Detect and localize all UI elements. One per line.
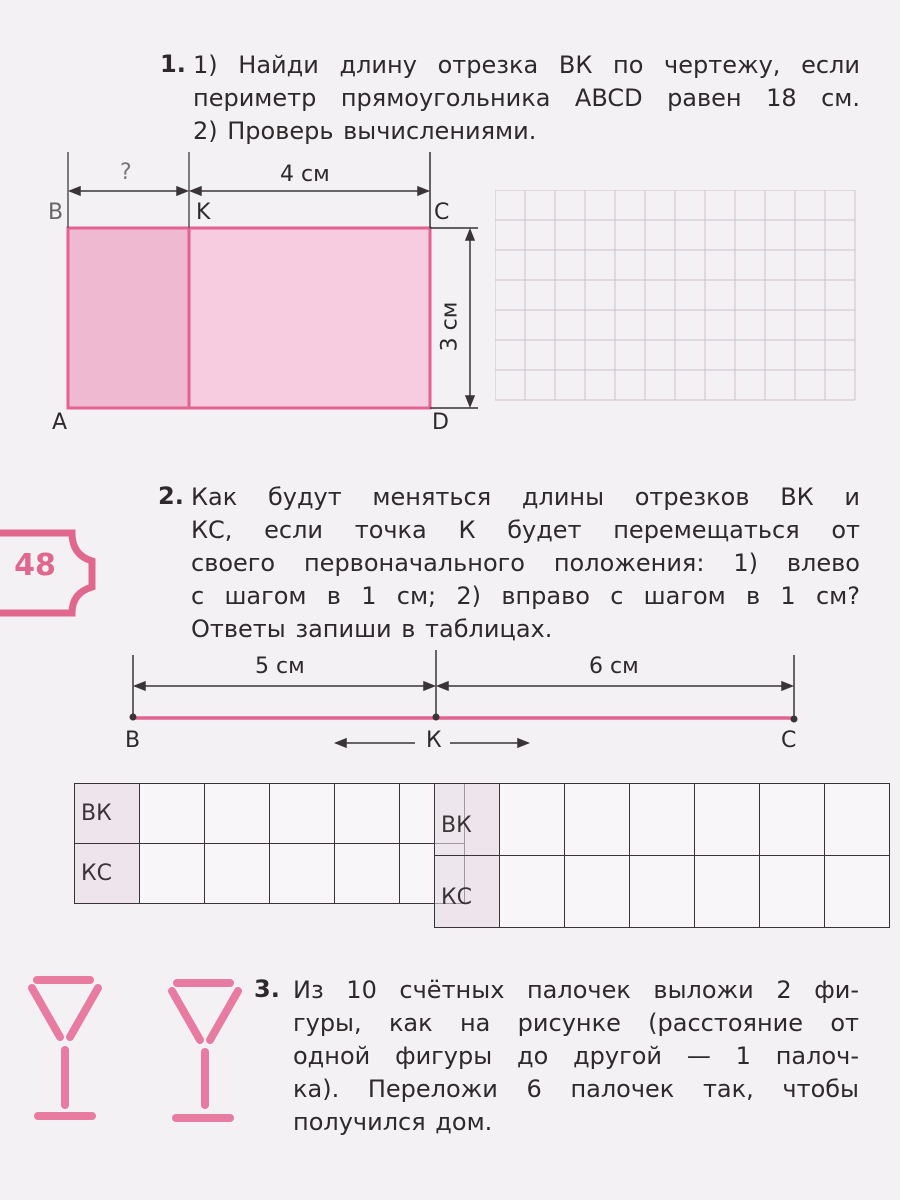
task-3-line-4: ка). Переложи 6 палочек так, чтобы <box>293 1075 859 1103</box>
segment-bc-figure <box>100 640 840 770</box>
point-c-label: C <box>434 200 450 225</box>
answer-cell[interactable] <box>825 856 890 928</box>
task-2-number: 2. <box>158 482 184 510</box>
kc-length-label: 4 см <box>280 162 330 187</box>
kc-segment-length-label: 6 см <box>589 654 639 679</box>
squared-grid[interactable] <box>495 190 880 410</box>
table-row-kc <box>75 844 465 904</box>
table-row-kc <box>435 856 890 928</box>
segment-point-k: К <box>426 728 442 753</box>
row-label-bk: ВК <box>435 784 500 856</box>
answer-cell[interactable] <box>630 856 695 928</box>
answer-cell[interactable] <box>270 844 335 904</box>
answer-table-left <box>74 783 465 904</box>
answer-cell[interactable] <box>760 856 825 928</box>
answer-cell[interactable] <box>565 856 630 928</box>
task-1-line-2: периметр прямоугольника ABCD равен 18 см. <box>193 84 860 112</box>
row-label-kc: КС <box>75 844 140 904</box>
answer-cell[interactable] <box>630 784 695 856</box>
answer-cell[interactable] <box>205 844 270 904</box>
bk-length-label: 5 см <box>255 654 305 679</box>
task-2-text <box>191 481 860 646</box>
cd-length-label: 3 см <box>437 301 463 352</box>
task-3-number: 3. <box>254 975 280 1003</box>
point-k-label: K <box>196 200 211 225</box>
segment-point-b: В <box>125 728 141 753</box>
bk-unknown-label: ? <box>120 160 132 185</box>
task-2-line-4: с шагом в 1 см; 2) вправо с шагом в 1 см? <box>191 582 860 610</box>
counting-sticks-figures <box>0 960 260 1140</box>
row-label-bk: ВК <box>75 784 140 844</box>
table-row-bk <box>435 784 890 856</box>
segment-point-c: С <box>781 728 797 753</box>
stick-figure-2-icon <box>172 983 238 1118</box>
point-b-label: B <box>48 200 64 225</box>
answer-cell[interactable] <box>270 784 335 844</box>
task-2-line-1: Как будут меняться длины отрезков ВК и <box>191 483 860 511</box>
answer-cell[interactable] <box>565 784 630 856</box>
task-1-number: 1. <box>160 50 186 78</box>
task-2-line-3: своего первоначального положения: 1) влево <box>191 549 860 577</box>
task-3-line-3: одной фигуры до другой — 1 палоч- <box>293 1042 859 1070</box>
point-a-label: A <box>52 410 68 435</box>
point-d-label: D <box>432 410 449 435</box>
rectangle-abcd-figure <box>0 140 500 450</box>
answer-cell[interactable] <box>335 844 400 904</box>
task-3-line-2: гуры, как на рисунке (расстояние от <box>293 1009 859 1037</box>
answer-table-right <box>434 783 890 928</box>
answer-cell[interactable] <box>205 784 270 844</box>
answer-cell[interactable] <box>500 784 565 856</box>
page-number: 48 <box>14 548 56 583</box>
answer-cell[interactable] <box>760 784 825 856</box>
answer-cell[interactable] <box>140 784 205 844</box>
answer-cell[interactable] <box>695 856 760 928</box>
task-1-text <box>193 49 860 148</box>
task-3-text <box>293 974 859 1139</box>
task-2-line-2: КС, если точка К будет перемещаться от <box>191 516 860 544</box>
task-1-line-3: 2) Проверь вычислениями. <box>193 117 537 145</box>
row-label-kc: КС <box>435 856 500 928</box>
answer-cell[interactable] <box>335 784 400 844</box>
task-3-line-5: получился дом. <box>293 1108 493 1136</box>
task-3-line-1: Из 10 счётных палочек выложи 2 фи- <box>293 976 859 1004</box>
task-2-line-5: Ответы запиши в таблицах. <box>191 615 553 643</box>
answer-cell[interactable] <box>825 784 890 856</box>
answer-cell[interactable] <box>500 856 565 928</box>
answer-cell[interactable] <box>695 784 760 856</box>
task-1-line-1: 1) Найди длину отрезка ВК по чертежу, если <box>193 51 860 79</box>
stick-figure-1-icon <box>32 980 98 1116</box>
table-row-bk <box>75 784 465 844</box>
answer-cell[interactable] <box>140 844 205 904</box>
